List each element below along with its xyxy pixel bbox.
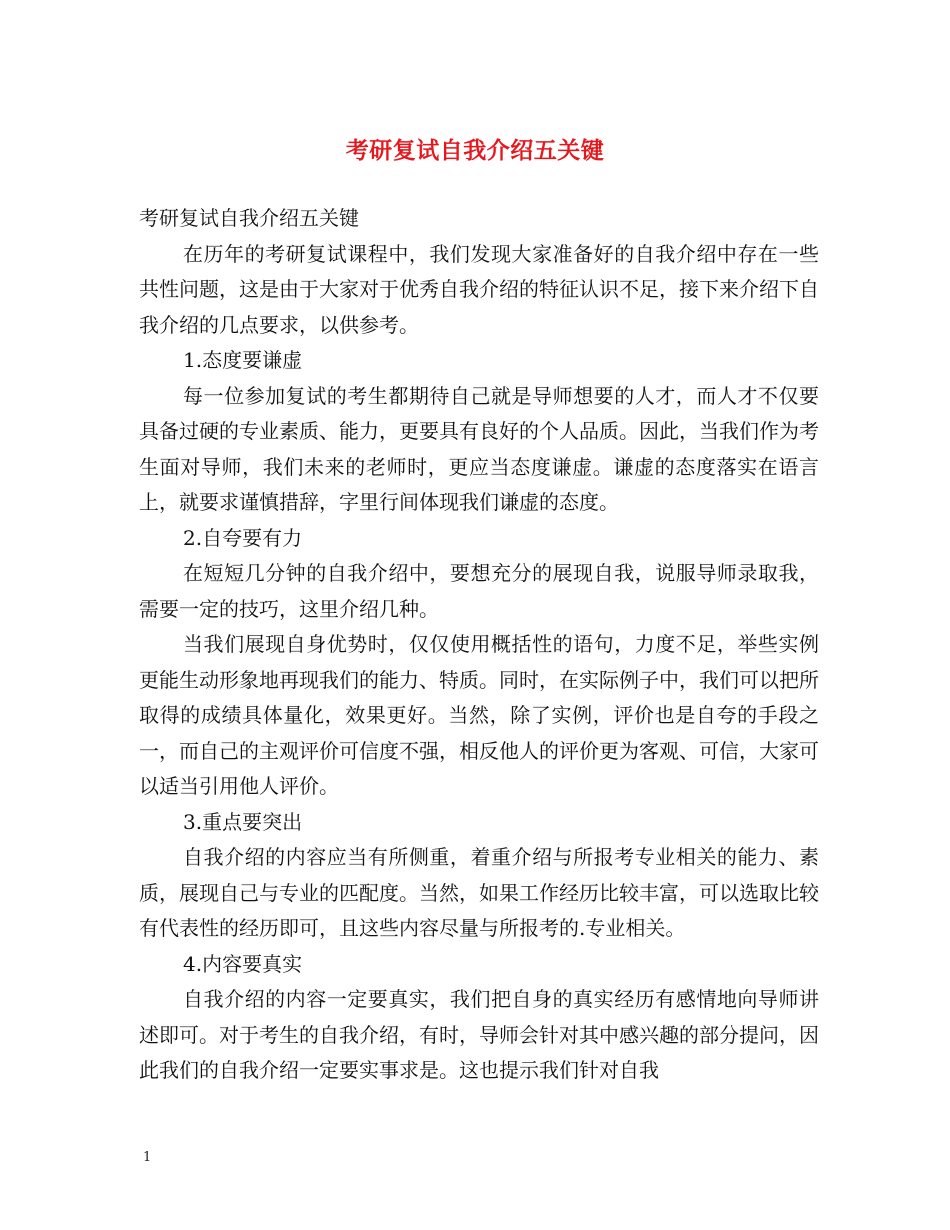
paragraph-section-4: 自我介绍的内容一定要真实，我们把自身的真实经历有感情地向导师讲述即可。对于考生的自我介绍，有时，导师会针对其中感兴趣的部分提问，因此我们的自我介绍一定要实事求是。这也提示我们针对自我 <box>139 987 819 1082</box>
paragraph-section-2a: 在短短几分钟的自我介绍中，要想充分的展现自我，说服导师录取我，需要一定的技巧，这里介绍几种。 <box>139 561 819 621</box>
paragraph-section-2b: 当我们展现自身优势时，仅仅使用概括性的语句，力度不足，举些实例更能生动形象地再现我们的能力、特质。同时，在实际例子中，我们可以把所取得的成绩具体量化，效果更好。当然，除了实例，评价也是自夸的手段之一，而自己的主观评价可信度不强，相反他人的评价更为客观、可信，大家可以适当引用他人评价。 <box>139 632 819 798</box>
document-subtitle: 考研复试自我介绍五关键 <box>139 206 359 230</box>
document-body <box>139 201 819 1089</box>
document-title: 考研复试自我介绍五关键 <box>345 137 605 164</box>
section-heading-1: 1.态度要谦虚 <box>183 348 303 372</box>
section-heading-3: 3.重点要突出 <box>183 809 303 834</box>
paragraph-section-3: 自我介绍的内容应当有所侧重，着重介绍与所报考专业相关的能力、素质，展现自己与专业的匹配度。当然，如果工作经历比较丰富，可以选取比较有代表性的经历即可，且这些内容尽量与所报考的.专业相关。 <box>139 845 819 940</box>
paragraph-intro: 在历年的考研复试课程中，我们发现大家准备好的自我介绍中存在一些共性问题，这是由于大家对于优秀自我介绍的特征认识不足，接下来介绍下自我介绍的几点要求，以供参考。 <box>139 241 819 337</box>
section-heading-4: 4.内容要真实 <box>183 951 303 976</box>
section-heading-2: 2.自夸要有力 <box>183 525 303 550</box>
paragraph-section-1: 每一位参加复试的考生都期待自己就是导师想要的人才，而人才不仅要具备过硬的专业素质、能力，更要具有良好的个人品质。因此，当我们作为考生面对导师，我们未来的老师时，更应当态度谦虚。谦虚的态度落实在语言上，就要求谨慎措辞，字里行间体现我们谦虚的态度。 <box>139 383 819 514</box>
page-number: 1 <box>143 1150 152 1165</box>
